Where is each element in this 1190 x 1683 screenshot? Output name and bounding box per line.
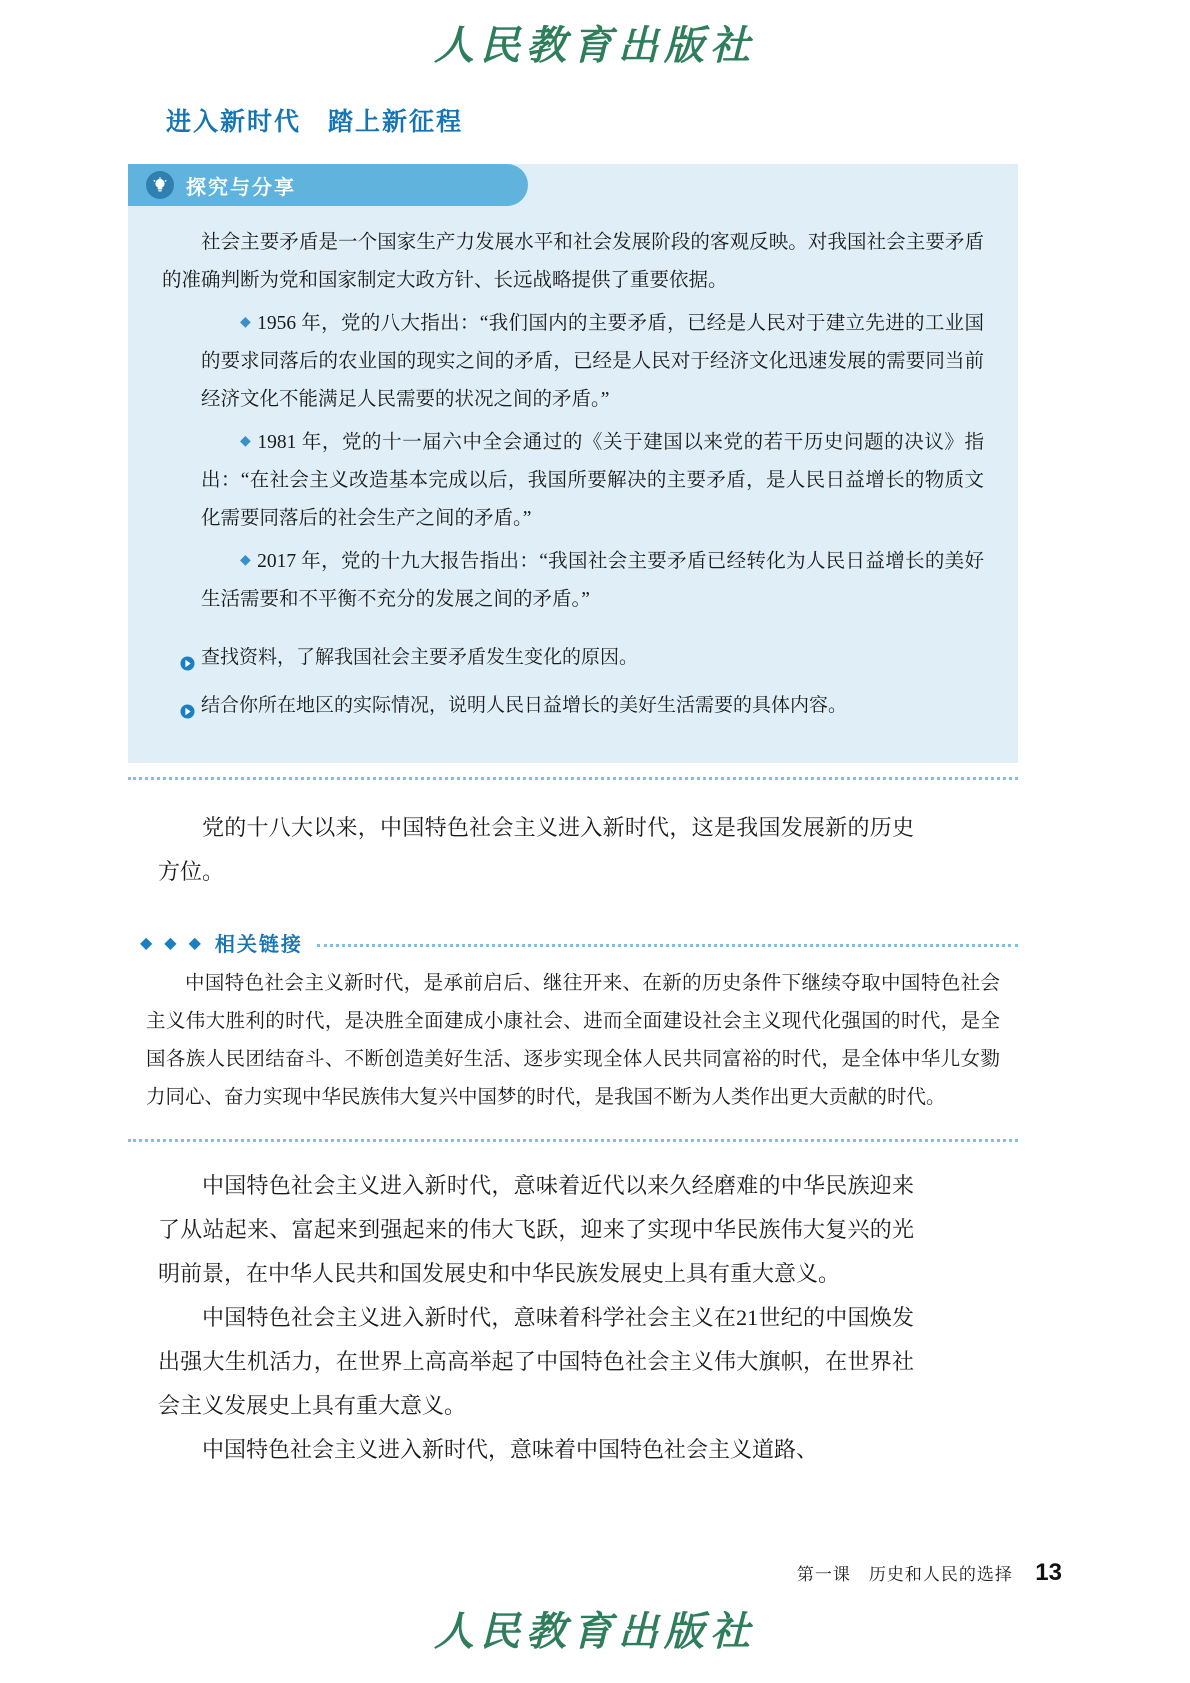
related-link-paragraph: 中国特色社会主义新时代，是承前启后、继往开来、在新的历史条件下继续夺取中国特色社会主义伟大胜利的时代，是决胜全面建成小康社会、进而全面建设社会主义现代化强国的时代，是全国各族人民团结奋斗、不断创造美好生活、逐步实现全体人民共同富裕的时代，是全体中华儿女勠力同心、奋力实现中华民族伟大复兴中国梦的时代，是我国不断为人类作出更大贡献的时代。 (146, 973, 1000, 1108)
intro-paragraph-block (128, 806, 1018, 894)
lightbulb-icon (146, 171, 174, 199)
related-link-body (128, 957, 1018, 1117)
related-link-box (128, 928, 1018, 1117)
explore-body (128, 206, 1018, 619)
diamond-bullet-icon: ◆ (240, 553, 252, 568)
arrow-bullet-icon (180, 649, 195, 683)
task-item-text: 查找资料，了解我国社会主要矛盾发生变化的原因。 (201, 647, 639, 668)
diamond-bullet-icon: ◆ (240, 315, 252, 330)
explore-tasks (128, 641, 1018, 731)
divider-dotted (128, 777, 1018, 780)
task-item-text: 结合你所在地区的实际情况，说明人民日益增长的美好生活需要的具体内容。 (201, 695, 848, 716)
body-paragraph: 党的十八大以来，中国特色社会主义进入新时代，这是我国发展新的历史方位。 (158, 815, 914, 884)
task-item (180, 641, 984, 683)
explore-header (128, 164, 528, 206)
explore-paragraph-text: 2017 年，党的十九大报告指出：“我国社会主要矛盾已经转化为人民日益增长的美好生活需要和不平衡不充分的发展之间的矛盾。” (201, 551, 984, 610)
page-content (128, 92, 1018, 1472)
arrow-bullet-icon (180, 697, 195, 731)
task-item (180, 689, 984, 731)
explore-paragraph (162, 542, 984, 619)
page-footer (0, 1559, 1190, 1587)
explore-paragraph-text: 1981 年，党的十一届六中全会通过的《关于建国以来党的若干历史问题的决议》指出：“在社会主义改造基本完成以后，我国所要解决的主要矛盾，是人民日益增长的物质文化需要同落后的社会生产之间的矛盾。” (201, 432, 984, 529)
explore-paragraph (162, 304, 984, 419)
divider-dotted (317, 944, 1018, 947)
main-paragraph-block (128, 1164, 1018, 1472)
page-title: 进入新时代 踏上新征程 (166, 108, 464, 136)
explore-paragraph: 社会主要矛盾是一个国家生产力发展水平和社会发展阶段的客观反映。对我国社会主要矛盾的准确判断为党和国家制定大政方针、长远战略提供了重要依据。 (162, 232, 984, 291)
explore-paragraph (162, 423, 984, 538)
explore-and-share-box (128, 164, 1018, 763)
related-link-title: 相关链接 (214, 934, 303, 956)
related-link-header (128, 928, 1018, 957)
divider-dotted (128, 1139, 1018, 1142)
diamond-group-icon: ◆ ◆ ◆ (140, 934, 205, 952)
body-paragraph: 中国特色社会主义进入新时代，意味着近代以来久经磨难的中华民族迎来了从站起来、富起来到强起来的伟大飞跃，迎来了实现中华民族伟大复兴的光明前景，在中华人民共和国发展史和中华民族发展史上具有重大意义。 (158, 1173, 914, 1286)
explore-header-label: 探究与分享 (186, 176, 296, 199)
body-paragraph: 中国特色社会主义进入新时代，意味着科学社会主义在21世纪的中国焕发出强大生机活力，在世界上高高举起了中国特色社会主义伟大旗帜，在世界社会主义发展史上具有重大意义。 (158, 1305, 914, 1418)
publisher-logo-bottom: 人民教育出版社 (434, 1609, 756, 1654)
body-paragraph: 中国特色社会主义进入新时代，意味着中国特色社会主义道路、 (202, 1437, 819, 1462)
explore-paragraph-text: 1956 年，党的八大指出：“我们国内的主要矛盾，已经是人民对于建立先进的工业国的要求同落后的农业国的现实之间的矛盾，已经是人民对于经济文化迅速发展的需要同当前经济文化不能满足人民需要的状况之间的矛盾。” (201, 313, 984, 410)
page-number: 13 (1035, 1559, 1062, 1586)
diamond-bullet-icon: ◆ (240, 434, 252, 449)
publisher-logo-top: 人民教育出版社 (434, 23, 756, 68)
footer-chapter: 第一课 历史和人民的选择 (796, 1565, 1013, 1584)
